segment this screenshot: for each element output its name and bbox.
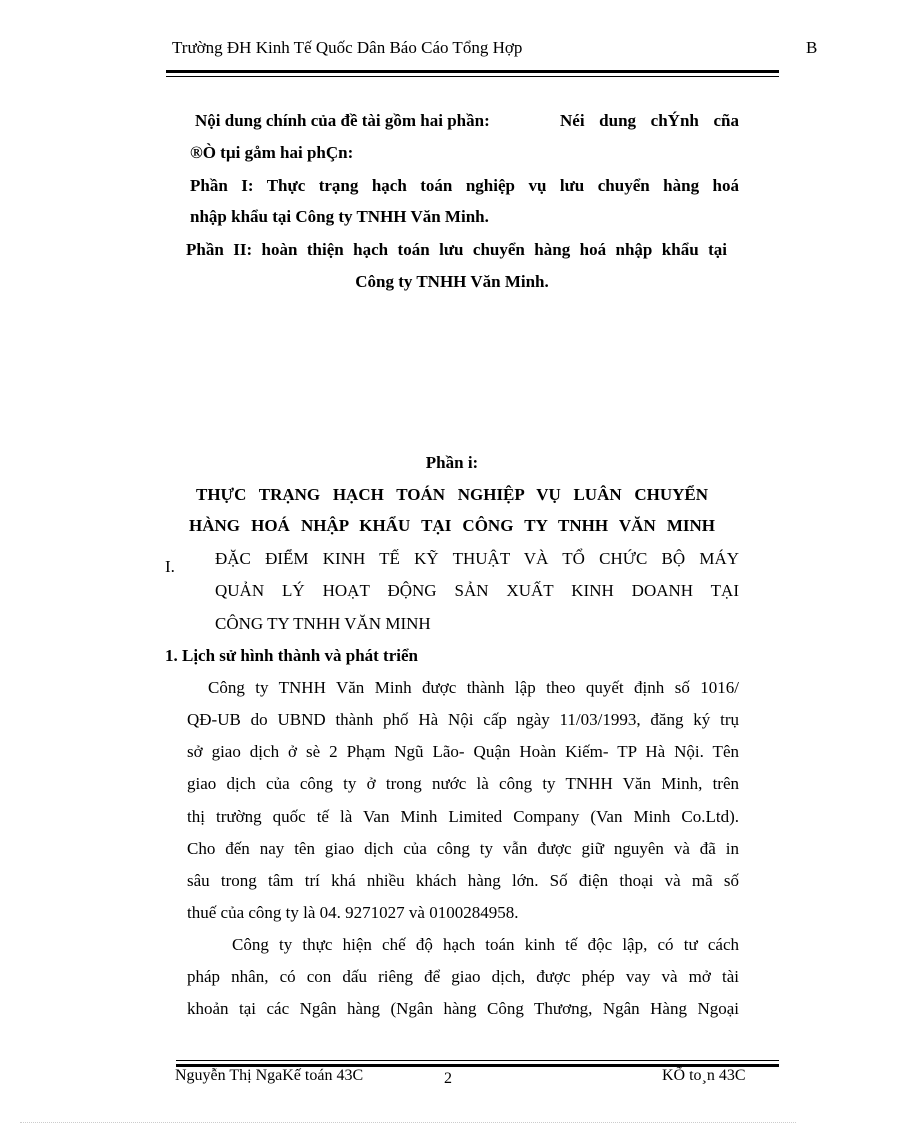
- intro-line2: ®Ò tµi gåm hai phÇn:: [190, 143, 354, 162]
- item-heading: 1. Lịch sử hình thành và phát triển: [165, 646, 418, 665]
- section-title-line1: THỰC TRẠNG HẠCH TOÁN NGHIỆP VỤ LUÂN CHUYỂN: [196, 485, 708, 504]
- para1-line: sở giao dịch ở sè 2 Phạm Ngũ Lão- Quận Hoàn Kiếm- TP Hà Nội. Tên: [187, 742, 739, 761]
- header-title: Trường ĐH Kinh Tế Quốc Dân Báo Cáo Tổng Hợp: [172, 38, 523, 57]
- part2-line1: Phần II: hoàn thiện hạch toán lưu chuyển hàng hoá nhập khẩu tại: [186, 240, 727, 259]
- section-heading: Phần i:: [425, 453, 479, 472]
- para1-line: QĐ-UB do UBND thành phố Hà Nội cấp ngày 11/03/1993, đăng ký trụ: [187, 710, 739, 729]
- para1-line: sâu trong tâm trí khá nhiều khách hàng lớn. Số điện thoại và mã số: [187, 871, 739, 890]
- roman-numeral: I.: [165, 557, 175, 576]
- header-rule-thick: [166, 70, 779, 73]
- subsection-line1: ĐẶC ĐIỂM KINH TẾ KỸ THUẬT VÀ TỔ CHỨC BỘ MÁY: [215, 549, 739, 568]
- para1-line: Cho đến nay tên giao dịch của công ty vẫn được giữ nguyên và đã in: [187, 839, 739, 858]
- para2-line: pháp nhân, có con dấu riêng để giao dịch, được phép vay và mở tài: [187, 967, 739, 986]
- part2-line2: Công ty TNHH Văn Minh.: [355, 272, 549, 291]
- header-rule-thin: [166, 76, 779, 77]
- intro-line1-right: Néi dung chÝnh cña: [560, 111, 739, 130]
- para1-line: thị trường quốc tế là Van Minh Limited Company (Van Minh Co.Ltd).: [187, 807, 739, 826]
- section-title-line2: HÀNG HOÁ NHẬP KHẨU TẠI CÔNG TY TNHH VĂN MINH: [189, 516, 715, 535]
- page-number: 2: [444, 1070, 452, 1087]
- intro-line1-left: Nội dung chính của đề tài gồm hai phần:: [195, 111, 490, 130]
- footer-author: Nguyễn Thị NgaKế toán 43C: [175, 1067, 364, 1084]
- para1-line: Công ty TNHH Văn Minh được thành lập theo quyết định số 1016/: [208, 678, 739, 697]
- para2-line: Công ty thực hiện chế độ hạch toán kinh tế độc lập, có tư cách: [232, 935, 739, 954]
- part1-line1: Phần I: Thực trạng hạch toán nghiệp vụ lưu chuyển hàng hoá: [190, 176, 739, 195]
- footer-rule-thin: [176, 1060, 779, 1061]
- para2-line: khoản tại các Ngân hàng (Ngân hàng Công Thương, Ngân Hàng Ngoại: [187, 999, 739, 1018]
- subsection-line3: CÔNG TY TNHH VĂN MINH: [215, 614, 431, 633]
- subsection-line2: QUẢN LÝ HOẠT ĐỘNG SẢN XUẤT KINH DOANH TẠI: [215, 581, 739, 600]
- header-clipped-text: B: [806, 38, 818, 57]
- part1-line2: nhập khẩu tại Công ty TNHH Văn Minh.: [190, 207, 489, 226]
- footer-right: KÕ to¸n 43C: [662, 1067, 746, 1084]
- para1-line: thuế của công ty là 04. 9271027 và 0100284958.: [187, 903, 519, 922]
- para1-line: giao dịch của công ty ở trong nước là công ty TNHH Văn Minh, trên: [187, 774, 739, 793]
